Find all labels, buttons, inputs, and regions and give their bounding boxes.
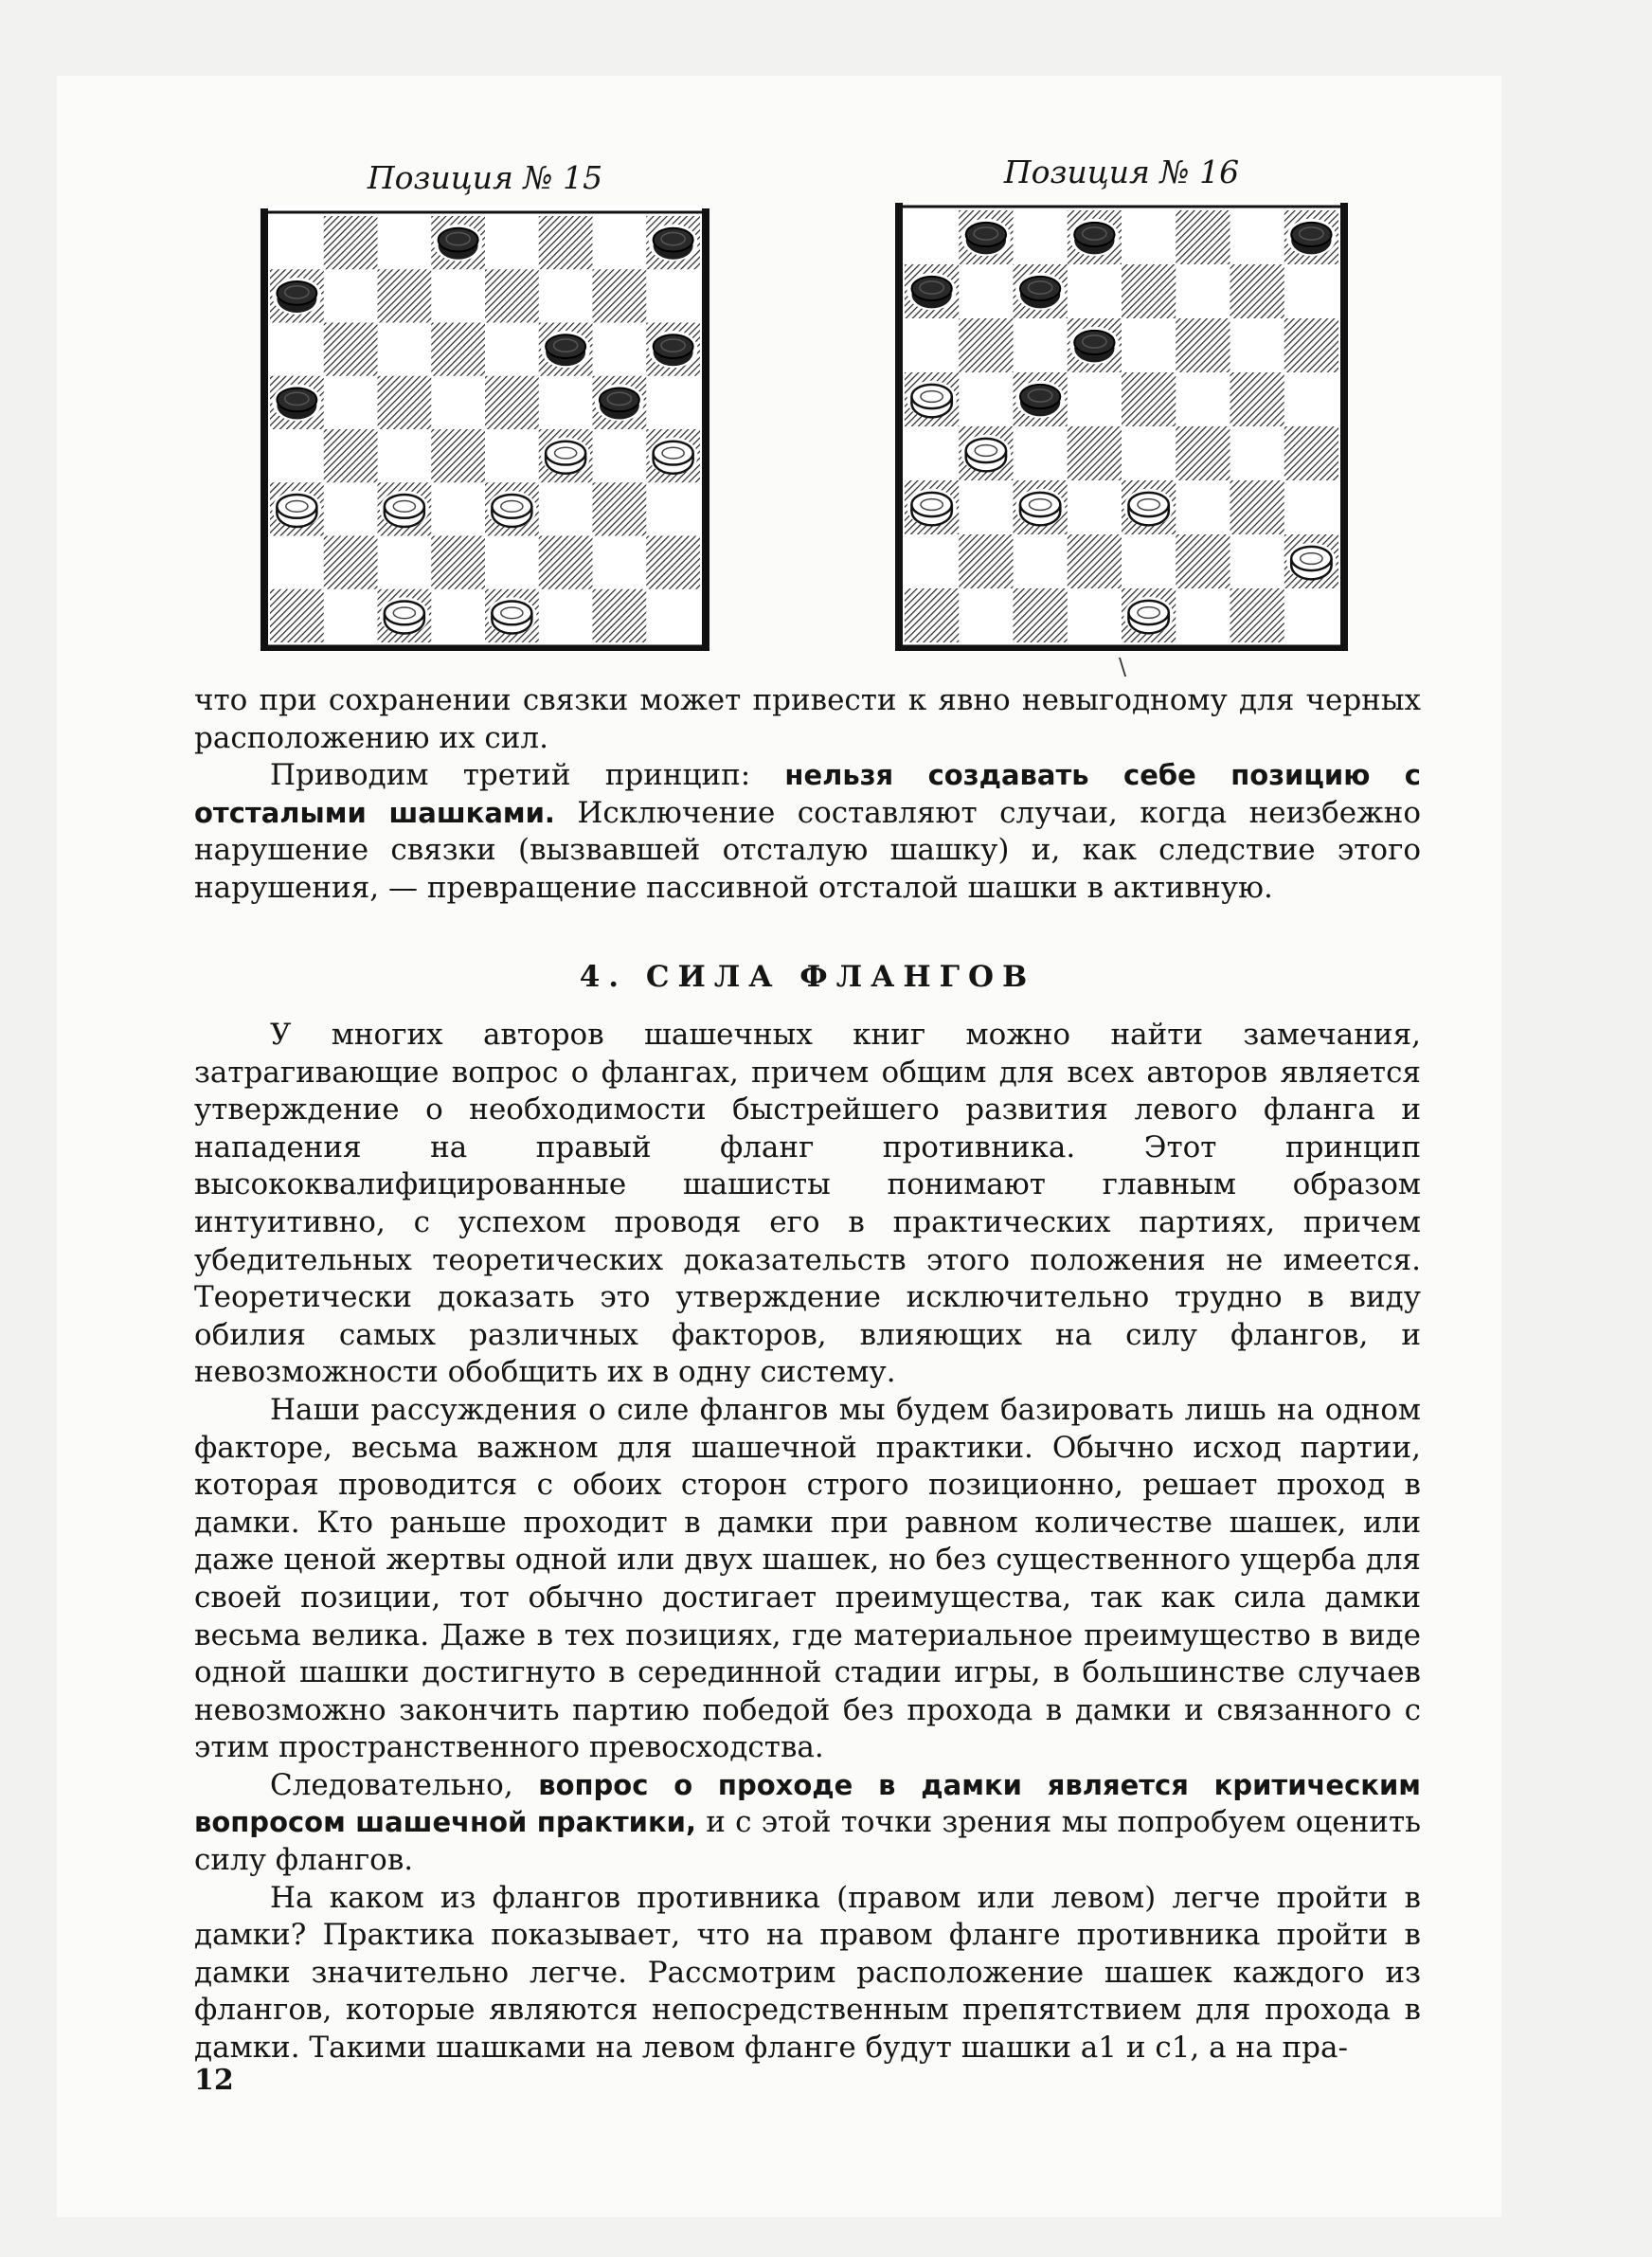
dark-square (593, 482, 647, 535)
dark-square (905, 588, 959, 642)
paragraph (194, 1017, 1421, 1392)
position-15-caption: Позиция № 15 (367, 159, 603, 196)
paragraph (194, 1392, 1421, 1767)
black-piece-b8 (961, 219, 1011, 257)
dark-square (1284, 318, 1338, 372)
dark-square (378, 269, 432, 322)
paragraph (194, 682, 1421, 757)
white-piece-c3 (380, 491, 429, 528)
dark-square (1122, 264, 1176, 318)
text-run: Следовательно, (270, 1767, 539, 1802)
white-piece-c3 (1015, 489, 1065, 527)
black-piece-f6 (541, 331, 590, 368)
dark-square (431, 536, 485, 589)
dark-square (431, 429, 485, 482)
dark-square (593, 589, 647, 642)
dark-square (378, 376, 432, 429)
text-run: что при сохранении связки может привести к явно невыгодному для черных расположению их сил. (194, 683, 1421, 755)
black-piece-a7 (272, 278, 321, 315)
dark-square (1014, 588, 1068, 642)
dark-square (539, 536, 593, 589)
white-piece-e1 (1123, 597, 1173, 635)
stray-mark: \ (1119, 654, 1127, 680)
dark-square (1230, 372, 1284, 426)
bold-phrase: вопрос о проходе в дамки является критическим вопросом шашечной практики, (194, 1768, 1422, 1839)
text-run: У многих авторов шашечных книг можно найти замечания, затрагивающие вопрос о флангах, причем общим для всех авторов является утверждение о необходимости быстрейшего развития левого фланга и нападения на правый фланг противника. Этот принцип высококвалифицированные шашисты понимают главным образом интуитивно, с успехом проводя его в практических партиях, причем убедительных теоретических доказательств этого положения не имеется. Теоретически доказать это утверждение исключительно трудно в виду обилия самых различных факторов, влияющих на силу флангов, и невозможности обобщить их в одну систему. (194, 1018, 1421, 1390)
page-number: 12 (194, 2064, 234, 2097)
dark-square (485, 269, 539, 322)
dark-square (959, 318, 1013, 372)
position-16-board (895, 201, 1348, 652)
dark-square (485, 376, 539, 429)
dark-square (646, 536, 700, 589)
black-piece-d8 (434, 225, 483, 262)
black-piece-a7 (907, 273, 956, 311)
bold-phrase: нельзя создавать себе позицию с отсталыми шашками. (194, 759, 1421, 829)
dark-square (1068, 534, 1122, 588)
black-piece-d8 (1069, 219, 1119, 257)
text-block-top (194, 682, 1421, 908)
text-run: Исключение составляют случаи, когда неизбежно нарушение связки (вызвавшей отсталую шашку) и, как следствие этого нарушения, — превращение пассивной отсталой шашки в активную. (194, 795, 1421, 905)
position-15-board (260, 207, 709, 652)
white-piece-e3 (487, 491, 536, 528)
black-piece-h6 (649, 331, 698, 368)
white-piece-a3 (907, 489, 956, 527)
dark-square (324, 323, 378, 376)
black-piece-g5 (595, 384, 644, 421)
text-block-main (194, 1017, 1421, 2067)
dark-square (1230, 588, 1284, 642)
dark-square (539, 216, 593, 269)
dark-square (959, 534, 1013, 588)
dark-square (1176, 534, 1230, 588)
paragraph (194, 1767, 1421, 1880)
text-run: и с этой точки зрения мы попробуем оценить силу флангов. (194, 1805, 1421, 1878)
section-heading: 4. СИЛА ФЛАНГОВ (579, 960, 1036, 994)
text-run: Наши рассуждения о силе флангов мы будем базировать лишь на одном факторе, весьма важном для шашечной практики. Обычно исход партии, которая проводится с обоих сторон строго позиционно, решает проход в дамки. Кто раньше проходит в дамки при равном количестве шашек, или даже ценой жертвы одной или двух шашек, но без существенного ущерба для своей позиции, тот обычно достигает преимущества, так как сила дамки весьма велика. Даже в тех позициях, где материальное преимущество в виде одной шашки достигнуто в серединной стадии игры, в большинстве случаев невозможно закончить партию победой без прохода в дамки и связанного с этим пространственного превосходства. (194, 1392, 1421, 1765)
dark-square (324, 536, 378, 589)
dark-square (1176, 426, 1230, 480)
black-piece-a5 (272, 384, 321, 421)
text-run: Приводим третий принцип: (270, 758, 785, 793)
black-piece-d6 (1069, 327, 1119, 365)
dark-square (324, 429, 378, 482)
dark-square (1230, 264, 1284, 318)
dark-square (1230, 480, 1284, 534)
white-piece-b4 (961, 435, 1011, 473)
dark-square (431, 323, 485, 376)
dark-square (270, 589, 324, 642)
dark-square (1122, 372, 1176, 426)
white-piece-c1 (380, 597, 429, 634)
dark-square (1068, 426, 1122, 480)
white-piece-e1 (487, 597, 536, 634)
white-piece-a5 (907, 381, 956, 419)
dark-square (593, 269, 647, 322)
white-piece-f4 (541, 438, 590, 475)
white-piece-h2 (1286, 543, 1336, 581)
position-15-diagram (260, 159, 709, 652)
dark-square (324, 216, 378, 269)
dark-square (1176, 210, 1230, 264)
black-piece-h8 (649, 225, 698, 262)
dark-square (1284, 426, 1338, 480)
position-16-diagram (895, 153, 1348, 652)
black-piece-c5 (1015, 381, 1065, 419)
paragraph (194, 757, 1421, 907)
paragraph (194, 1880, 1421, 2067)
position-16-caption: Позиция № 16 (1003, 153, 1240, 190)
dark-square (1176, 318, 1230, 372)
black-piece-h8 (1286, 219, 1336, 257)
text-run: На каком из флангов противника (правом или левом) легче пройти в дамки? Практика показывает, что на правом фланге противника пройти в дамки значительно легче. Рассмотрим расположение шашек каждого из флангов, которые являются непосредственным препятствием для прохода в дамки. Такими шашками на левом фланге будут шашки a1 и c1, а на пра- (194, 1880, 1421, 2066)
black-piece-c7 (1015, 273, 1065, 311)
white-piece-a3 (272, 491, 321, 528)
white-piece-h4 (649, 438, 698, 475)
white-piece-e3 (1123, 489, 1173, 527)
